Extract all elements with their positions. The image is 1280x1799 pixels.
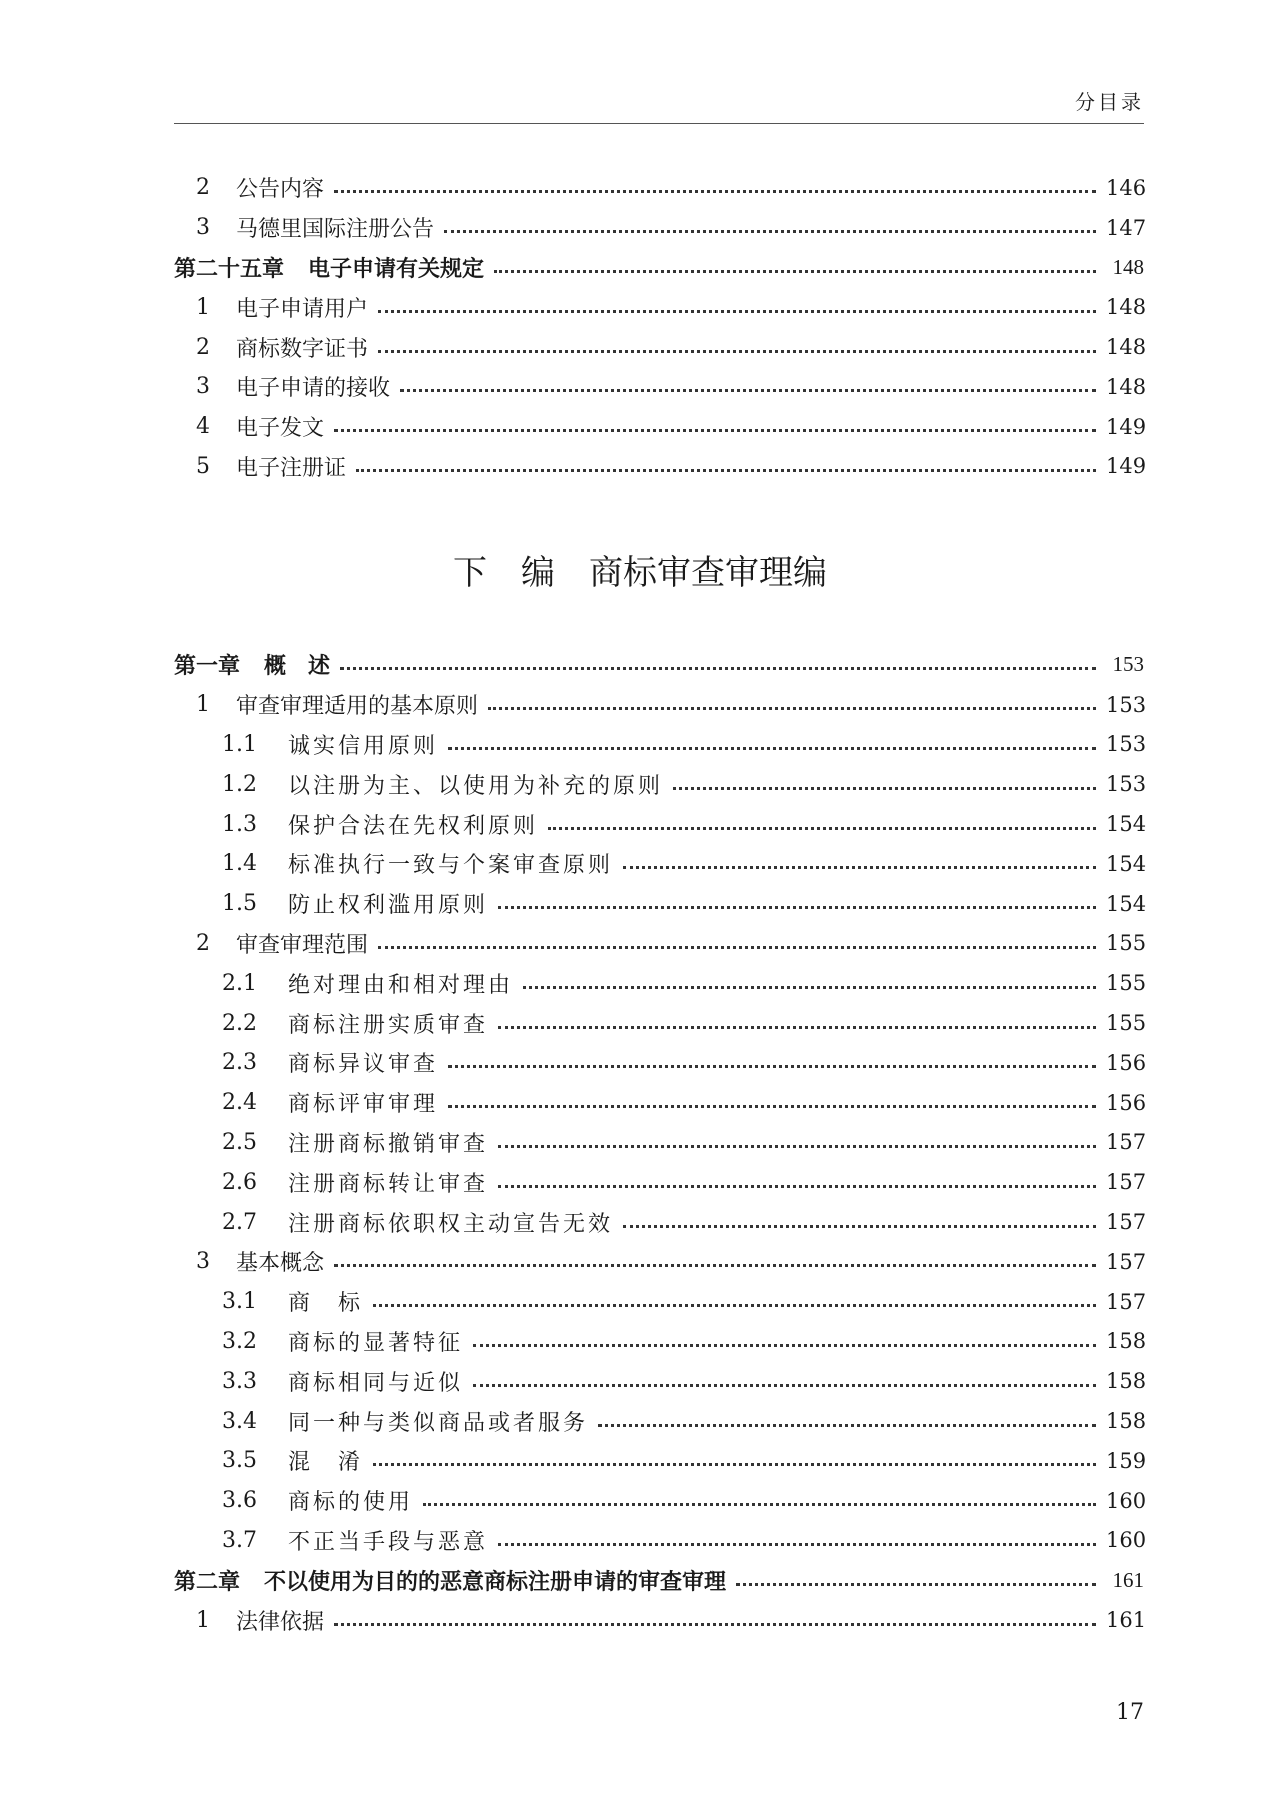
- toc-entry[interactable]: [174, 1521, 1147, 1561]
- toc-entry-number: 2.2: [222, 1010, 257, 1036]
- toc-entry-number: 3: [196, 374, 210, 400]
- toc-entry-page: 147: [1106, 215, 1147, 240]
- toc-entry-title: 保护合法在先权利原则: [288, 813, 539, 839]
- toc-entry-title: 注册商标撤销审查: [288, 1131, 489, 1157]
- toc-entry-page: 153: [1106, 732, 1147, 757]
- toc-entry-title: 注册商标转让审查: [288, 1171, 489, 1197]
- toc-entry-number: 3.2: [222, 1328, 257, 1354]
- dot-leader: [523, 986, 1096, 989]
- toc-entry-number: 1: [196, 294, 210, 320]
- toc-entry[interactable]: [174, 725, 1147, 765]
- toc-entry-page: 148: [1106, 374, 1147, 399]
- dot-leader: [373, 1304, 1096, 1307]
- toc-entry-number: 3: [196, 215, 210, 241]
- toc-entry-page: 148: [1106, 295, 1147, 320]
- toc-entry-number: 2.7: [222, 1209, 257, 1235]
- dot-leader: [334, 1623, 1096, 1626]
- dot-leader: [548, 827, 1096, 830]
- running-title: 分目录: [1075, 90, 1144, 114]
- toc-entry-title: 法律依据: [236, 1609, 325, 1635]
- toc-entry-page: 153: [1112, 652, 1144, 677]
- dot-leader: [736, 1583, 1096, 1586]
- dot-leader: [448, 1065, 1096, 1068]
- toc-entry-number: 1: [196, 692, 210, 718]
- toc-entry[interactable]: [174, 963, 1147, 1003]
- dot-leader: [498, 1543, 1096, 1546]
- toc-entry-number: 1: [196, 1607, 210, 1633]
- toc-entry-title: 不正当手段与恶意: [288, 1529, 489, 1555]
- toc-entry-page: 153: [1106, 692, 1147, 717]
- dot-leader: [488, 707, 1096, 710]
- toc-entry-title: 基本概念: [236, 1251, 325, 1277]
- toc-entry[interactable]: [174, 685, 1147, 725]
- toc-entry-number: 3.6: [222, 1488, 257, 1514]
- toc-entry-page: 157: [1106, 1210, 1147, 1235]
- toc-entry[interactable]: [174, 1202, 1147, 1242]
- toc-entry-number: 第一章: [174, 654, 241, 680]
- toc-entry[interactable]: [174, 367, 1147, 407]
- part-title: 下 编 商标审查审理编: [453, 553, 827, 593]
- toc-entry-number: 2.5: [222, 1129, 257, 1155]
- toc-entry-title: 电子申请的接收: [236, 376, 391, 402]
- toc-entry[interactable]: [174, 1322, 1147, 1362]
- toc-entry-page: 154: [1106, 812, 1147, 837]
- dot-leader: [448, 747, 1096, 750]
- toc-chapter-entry[interactable]: [174, 1560, 1144, 1600]
- toc-entry-title: 防止权利滥用原则: [288, 893, 489, 919]
- toc-entry-page: 160: [1106, 1488, 1147, 1513]
- dot-leader: [423, 1503, 1096, 1506]
- toc-entry[interactable]: [174, 1162, 1147, 1202]
- dot-leader: [473, 1344, 1096, 1347]
- toc-entry-page: 154: [1106, 851, 1147, 876]
- toc-entry-number: 2: [196, 930, 210, 956]
- toc-entry-number: 3.5: [222, 1448, 257, 1474]
- toc-entry-page: 148: [1112, 254, 1144, 279]
- toc-entry-number: 3.3: [222, 1368, 257, 1394]
- dot-leader: [356, 469, 1096, 472]
- toc-entry-title: 标准执行一致与个案审查原则: [288, 853, 614, 879]
- toc-entry-title: 电子注册证: [236, 455, 347, 481]
- toc-entry-number: 2.3: [222, 1050, 257, 1076]
- toc-entry-page: 158: [1106, 1329, 1147, 1354]
- toc-entry-page: 158: [1106, 1409, 1147, 1434]
- toc-entry-title: 马德里国际注册公告: [236, 217, 435, 243]
- toc-entry-number: 1.2: [222, 771, 257, 797]
- toc-entry[interactable]: [174, 1083, 1147, 1123]
- toc-entry-number: 2.4: [222, 1090, 257, 1116]
- toc-entry-number: 2.6: [222, 1169, 257, 1195]
- toc-entry-title: 以注册为主、以使用为补充的原则: [288, 773, 664, 799]
- toc-entry-title: 绝对理由和相对理由: [288, 972, 514, 998]
- toc-entry-number: 第二章: [174, 1569, 241, 1595]
- toc-entry[interactable]: [174, 1361, 1147, 1401]
- dot-leader: [623, 866, 1096, 869]
- dot-leader: [473, 1384, 1096, 1387]
- toc-entry-title: 注册商标依职权主动宣告无效: [288, 1211, 614, 1237]
- toc-entry-title: 不以使用为目的的恶意商标注册申请的审查审理: [264, 1569, 727, 1595]
- toc-entry[interactable]: [174, 1441, 1147, 1481]
- toc-entry-number: 2: [196, 334, 210, 360]
- toc-entry-number: 5: [196, 453, 210, 479]
- toc-entry-title: 同一种与类似商品或者服务: [288, 1410, 589, 1436]
- toc-entry-title: 电子申请有关规定: [308, 256, 485, 282]
- toc-entry-page: 161: [1106, 1608, 1147, 1633]
- toc-chapter-entry[interactable]: [174, 248, 1144, 288]
- toc-entry-number: 3.1: [222, 1289, 257, 1315]
- toc-chapter-entry[interactable]: [174, 645, 1144, 685]
- toc-entry-number: 1.3: [222, 811, 257, 837]
- toc-entry[interactable]: [174, 884, 1147, 924]
- dot-leader: [400, 389, 1096, 392]
- toc-entry-page: 157: [1106, 1249, 1147, 1274]
- toc-entry-title: 公告内容: [236, 177, 325, 203]
- toc-entry-page: 149: [1106, 414, 1147, 439]
- toc-entry-title: 商标注册实质审查: [288, 1012, 489, 1038]
- dot-leader: [498, 1026, 1096, 1029]
- toc-entry-title: 商标评审审理: [288, 1092, 439, 1118]
- dot-leader: [673, 787, 1096, 790]
- toc-entry-number: 3.7: [222, 1527, 257, 1553]
- toc-entry-number: 3: [196, 1249, 210, 1275]
- toc-entry-page: 158: [1106, 1369, 1147, 1394]
- toc-entry[interactable]: [174, 1043, 1147, 1083]
- toc-entry-page: 157: [1106, 1289, 1147, 1314]
- dot-leader: [378, 310, 1096, 313]
- toc-entry-number: 1.5: [222, 891, 257, 917]
- toc-entry[interactable]: [174, 208, 1147, 248]
- toc-entry-title: 商标异议审查: [288, 1052, 439, 1078]
- toc-entry-page: 149: [1106, 454, 1147, 479]
- toc-entry[interactable]: [174, 447, 1147, 487]
- dot-leader: [334, 429, 1096, 432]
- toc-entry-page: 157: [1106, 1130, 1147, 1155]
- toc-entry-title: 商标相同与近似: [288, 1370, 464, 1396]
- toc-entry[interactable]: [174, 327, 1147, 367]
- toc-entry-page: 148: [1106, 335, 1147, 360]
- dot-leader: [378, 350, 1096, 353]
- toc-entry-title: 商 标: [288, 1291, 364, 1317]
- toc-entry-number: 4: [196, 414, 210, 440]
- toc-entry-page: 155: [1106, 971, 1147, 996]
- toc-entry-title: 概 述: [264, 654, 331, 680]
- dot-leader: [498, 1185, 1096, 1188]
- toc-entry[interactable]: [174, 1003, 1147, 1043]
- dot-leader: [334, 1264, 1096, 1267]
- toc-entry-page: 156: [1106, 1050, 1147, 1075]
- toc-entry[interactable]: [174, 407, 1147, 447]
- toc-section-top: [174, 168, 1147, 486]
- toc-entry-page: 154: [1106, 891, 1147, 916]
- dot-leader: [448, 1105, 1096, 1108]
- toc-entry[interactable]: [174, 1600, 1147, 1640]
- dot-leader: [378, 946, 1096, 949]
- toc-entry-number: 第二十五章: [174, 256, 285, 282]
- toc-entry-title: 商标的使用: [288, 1490, 414, 1516]
- dot-leader: [598, 1424, 1096, 1427]
- dot-leader: [373, 1463, 1096, 1466]
- toc-entry-title: 电子申请用户: [236, 296, 369, 322]
- toc-entry-page: 160: [1106, 1528, 1147, 1553]
- toc-entry-title: 电子发文: [236, 416, 325, 442]
- toc-entry-title: 商标数字证书: [236, 336, 369, 362]
- toc-entry-page: 155: [1106, 1011, 1147, 1036]
- toc-entry-title: 混 淆: [288, 1450, 364, 1476]
- toc-entry[interactable]: [174, 804, 1147, 844]
- dot-leader: [340, 667, 1096, 670]
- dot-leader: [623, 1225, 1096, 1228]
- toc-entry[interactable]: [174, 1123, 1147, 1163]
- toc-entry[interactable]: [174, 287, 1147, 327]
- toc-entry-title: 审查审理范围: [236, 932, 369, 958]
- toc-entry[interactable]: [174, 1481, 1147, 1521]
- toc-entry[interactable]: [174, 168, 1147, 208]
- dot-leader: [444, 230, 1096, 233]
- dot-leader: [334, 190, 1096, 193]
- toc-entry-number: 1.4: [222, 851, 257, 877]
- toc-entry-page: 156: [1106, 1090, 1147, 1115]
- toc-entry-page: 161: [1112, 1567, 1144, 1592]
- toc-entry-number: 2: [196, 175, 210, 201]
- toc-entry[interactable]: [174, 764, 1147, 804]
- toc-entry[interactable]: [174, 1282, 1147, 1322]
- toc-entry[interactable]: [174, 844, 1147, 884]
- toc-entry-page: 153: [1106, 772, 1147, 797]
- toc-entry-page: 146: [1106, 175, 1147, 200]
- toc-entry-title: 商标的显著特征: [288, 1330, 464, 1356]
- toc-entry-page: 159: [1106, 1448, 1147, 1473]
- page-number: 17: [1116, 1700, 1144, 1725]
- running-header: [174, 84, 1144, 124]
- toc-entry-number: 3.4: [222, 1408, 257, 1434]
- toc-entry[interactable]: [174, 924, 1147, 964]
- toc-entry[interactable]: [174, 1242, 1147, 1282]
- dot-leader: [498, 1145, 1096, 1148]
- toc-entry-page: 157: [1106, 1170, 1147, 1195]
- toc-entry-title: 审查审理适用的基本原则: [236, 694, 479, 720]
- toc-entry-number: 1.1: [222, 731, 257, 757]
- toc-entry-number: 2.1: [222, 970, 257, 996]
- toc-entry-page: 155: [1106, 931, 1147, 956]
- toc-entry[interactable]: [174, 1401, 1147, 1441]
- toc-section-bottom: [174, 645, 1147, 1640]
- dot-leader: [494, 270, 1096, 273]
- toc-entry-title: 诚实信用原则: [288, 733, 439, 759]
- dot-leader: [498, 906, 1096, 909]
